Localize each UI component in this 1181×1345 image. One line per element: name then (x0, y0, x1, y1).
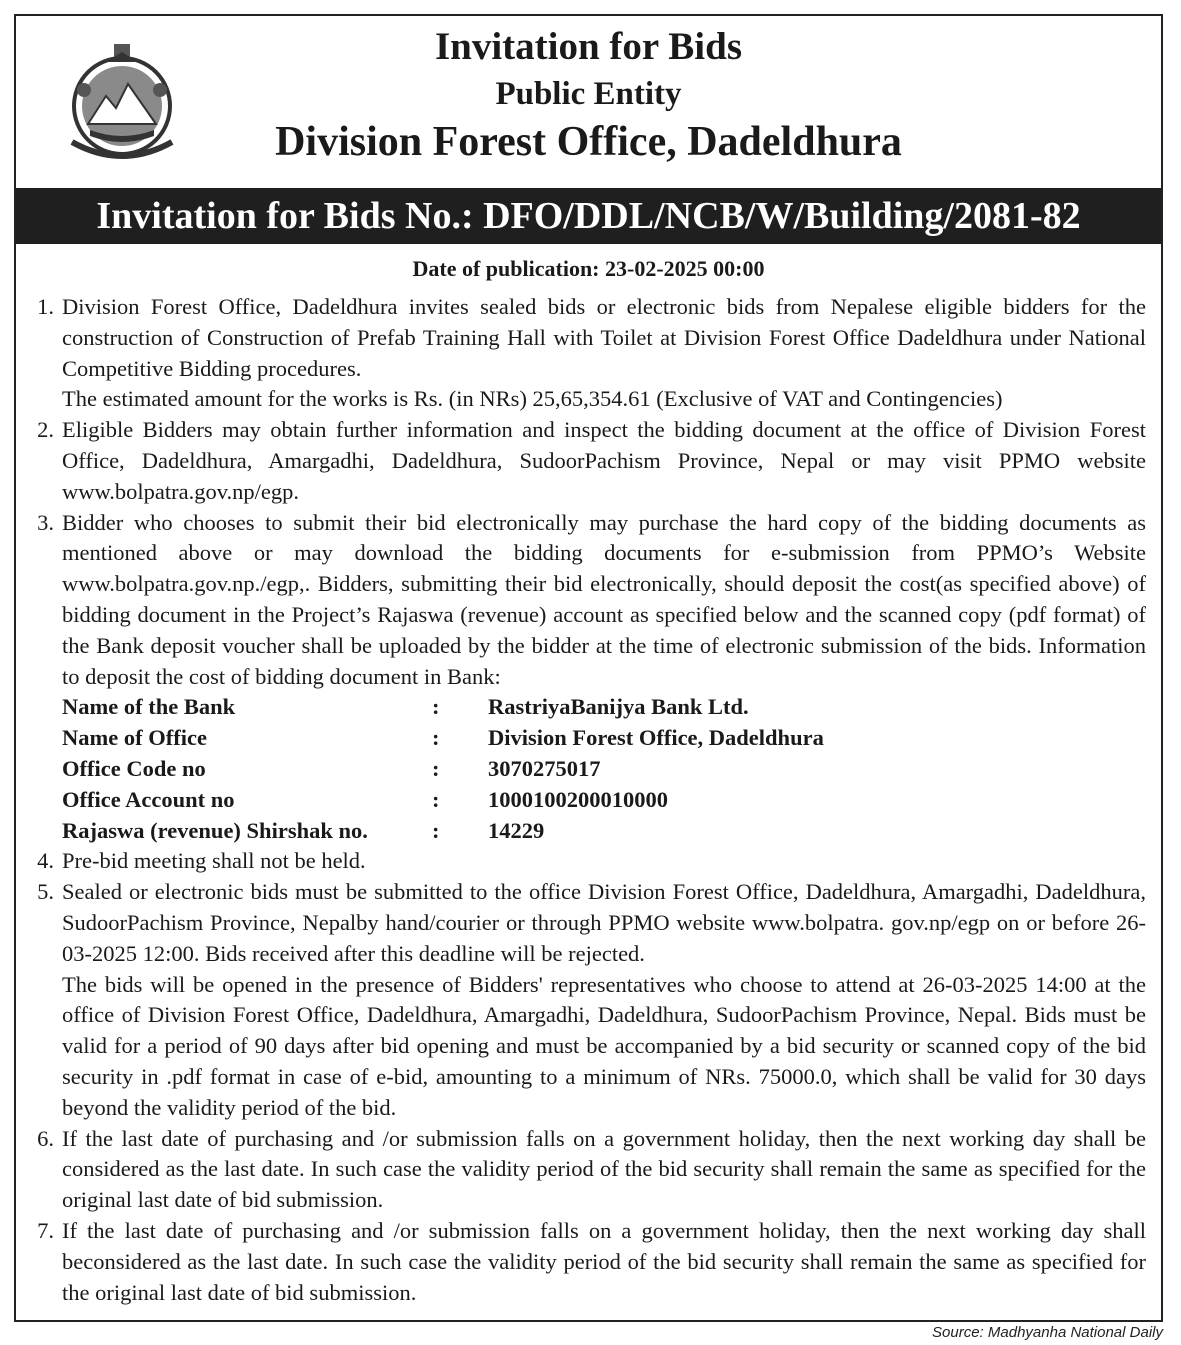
item-text: The bids will be opened in the presence of Bidders' representatives who choose to attend at 26-03-2025 14:00 at the office of Division Forest Office, Dadeldhura, Amargadhi, Dadeldhura, SudoorPachism Province, Nepal. Bids must be valid for a period of 90 days after bid opening and must be accompanied by a bid security or scanned copy of the bid security in .pdf format in case of e-bid, amounting to a minimum of NRs. 75000.0, which shall be valid for 30 days beyond the validity period of the bid. (62, 971, 1146, 1120)
public-entity-label: Public Entity (495, 76, 682, 112)
bank-value: 3070275017 (488, 755, 601, 781)
list-item (24, 1216, 1146, 1308)
list-item (24, 415, 1146, 507)
list-item (24, 508, 1146, 847)
item-number: 4. (37, 848, 54, 874)
notice-header (16, 16, 1161, 188)
bank-label: Name of the Bank (62, 694, 236, 720)
list-item (24, 877, 1146, 1123)
bank-details-table (62, 692, 1146, 846)
item-text: If the last date of purchasing and /or submission falls on a government holiday, then the next working day shall beconsidered as the last date. In such case the validity period of the bid security shall remain the same as specified for the original last date of bid submission. (62, 1217, 1146, 1305)
item-number: 1. (37, 294, 54, 319)
notice-body (24, 292, 1146, 1308)
publication-date: Date of publication: 23-02-2025 00:00 (412, 256, 765, 281)
bank-colon: : (432, 694, 440, 720)
item-text: Sealed or electronic bids must be submitted to the office Division Forest Office, Dadeldhura, Amargadhi, Dadeldhura, SudoorPachism Province, Nepalby hand/courier or through PPMO website www.bolpatra. gov.np/egp on or before 26-03-2025 12:00. Bids received after this deadline will be rejected. (62, 879, 1146, 966)
bank-label: Name of Office (62, 725, 207, 751)
item-number: 7. (37, 1217, 54, 1243)
bank-value: 1000100200010000 (488, 786, 668, 812)
bank-label: Office Code no (62, 755, 206, 781)
item-number: 5. (37, 879, 54, 905)
list-item (24, 292, 1146, 415)
item-text: Pre-bid meeting shall not be held. (62, 848, 366, 874)
bank-colon: : (432, 817, 440, 843)
item-text: Eligible Bidders may obtain further information and inspect the bidding document at the office of Division Forest Office, Dadeldhura, Amargadhi, Dadeldhura, SudoorPachism Province, Nepal or may visit PPMO website www.bolpatra.gov.np/egp. (62, 417, 1146, 504)
bank-colon: : (432, 755, 440, 781)
notice-frame (14, 14, 1163, 1322)
bank-value: RastriyaBanijya Bank Ltd. (488, 694, 749, 720)
bank-label: Office Account no (62, 786, 235, 812)
item-number: 2. (37, 417, 54, 443)
ifb-number-banner: Invitation for Bids No.: DFO/DDL/NCB/W/Building/2081-82 (16, 188, 1161, 244)
bank-colon: : (432, 725, 440, 751)
notice-title: Invitation for Bids (434, 25, 742, 68)
office-name: Division Forest Office, Dadeldhura (275, 119, 902, 165)
list-item (24, 1124, 1146, 1216)
list-item (24, 846, 1146, 877)
item-text: If the last date of purchasing and /or submission falls on a government holiday, then the next working day shall be considered as the last date. In such case the validity period of the bid security shall remain the same as specified for the original last date of bid submission. (62, 1125, 1146, 1213)
bank-colon: : (432, 786, 440, 812)
source-credit: Source: Madhyanha National Daily (932, 1324, 1163, 1341)
item-text: Division Forest Office, Dadeldhura invites sealed bids or electronic bids from Nepalese eligible bidders for the construction of Construction of Prefab Training Hall with Toilet at Division Forest Office Dadeldhura under National Competitive Bidding procedures. (62, 294, 1146, 381)
item-number: 6. (37, 1125, 54, 1151)
item-text: Bidder who chooses to submit their bid electronically may purchase the hard copy of the bidding documents as mentioned above or may download the bidding documents for e-submission from PPMO’s Website www.bolpatra.gov.np./egp,. Bidders, submitting their bid electronically, should deposit the cost(as specified above) of bidding document in the Project’s Rajaswa (revenue) account as specified below and the scanned copy (pdf format) of the Bank deposit voucher shall be uploaded by the bidder at the time of electronic submission of the bids. Information to deposit the cost of bidding document in Bank: (62, 509, 1146, 689)
item-text: The estimated amount for the works is Rs. (in NRs) 25,65,354.61 (Exclusive of VAT and Contingencies) (62, 386, 1003, 412)
item-number: 3. (37, 509, 54, 535)
bank-value: Division Forest Office, Dadeldhura (488, 725, 824, 751)
bank-label: Rajaswa (revenue) Shirshak no. (62, 817, 368, 843)
bank-value: 14229 (488, 817, 545, 843)
